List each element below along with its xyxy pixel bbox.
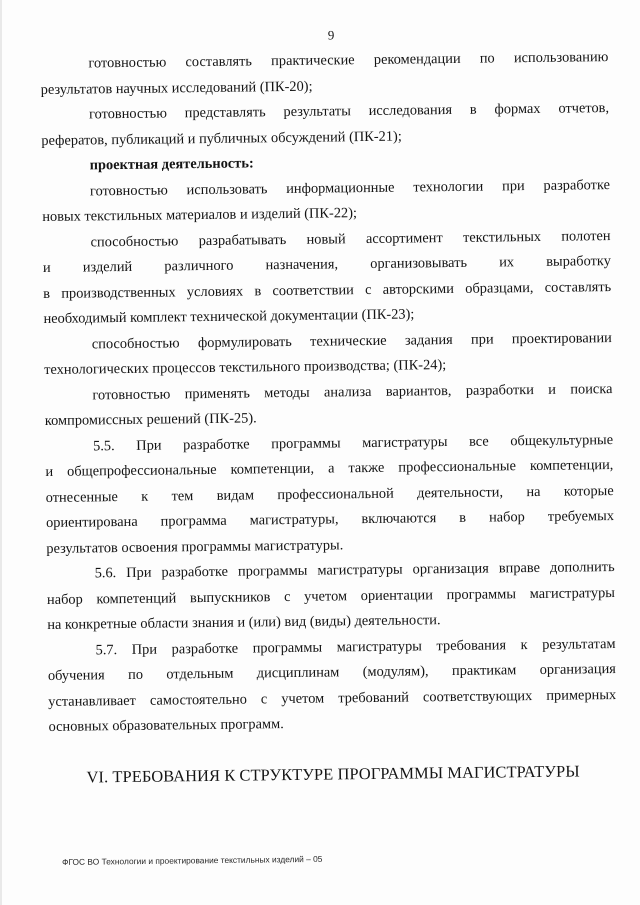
- text-line: новых текстильных материалов и изделий (ПК-22);: [42, 205, 358, 225]
- text-line: 5.6. При разработке программы магистратуры организация вправе дополнить: [94, 559, 615, 582]
- page-footer: ФГОС ВО Технологии и проектирование текстильных изделий – 05: [62, 853, 323, 867]
- text-line: набор компетенций выпускников с учетом ориентации программы магистратуры: [46, 584, 616, 608]
- paragraph-5-6: [46, 555, 615, 638]
- text-line: необходимый комплект технической документации (ПК-23);: [43, 306, 415, 327]
- paragraph-pk25: [44, 377, 613, 435]
- text-line: способностью разрабатывать новый ассортимент текстильных полотен: [90, 227, 611, 250]
- paragraph-pk20: [40, 45, 609, 103]
- text-line: 5.5. При разработке программы магистратуры все общекультурные: [92, 431, 614, 454]
- text-line: обучения по отдельным дисциплинам (модулям), практикам организация: [47, 661, 616, 684]
- text-line: на конкретные области знания и (или) вид (виды) деятельности.: [47, 612, 441, 633]
- text-line: компромиссных решений (ПК-25).: [44, 410, 257, 429]
- paragraph-pk23: [42, 224, 611, 333]
- text-line: основных образовательных программ.: [48, 716, 284, 735]
- text-line: готовностью составлять практические рекомендации по использованию: [88, 49, 609, 72]
- text-line: 5.7. При разработке программы магистратуры требования к результатам: [95, 635, 616, 658]
- text-line: рефератов, публикаций и публичных обсуждений (ПК-21);: [41, 128, 402, 149]
- text-line: готовностью представлять результаты исследования в формах отчетов,: [88, 100, 610, 123]
- section-title: VI. ТРЕБОВАНИЯ К СТРУКТУРЕ ПРОГРАММЫ МАГИСТРАТУРЫ: [86, 760, 580, 786]
- text-line: и общепрофессиональные компетенции, а также профессиональные компетенции,: [45, 457, 614, 480]
- text-line: в производственных условиях в соответствии с авторскими образцами, составлять: [43, 278, 612, 302]
- paragraph-pk21: [41, 96, 610, 154]
- heading-text: проектная деятельность:: [89, 155, 254, 174]
- page-number: 9: [327, 27, 335, 43]
- text-line: ориентирована программа магистратуры, включаются в набор требуемых: [45, 508, 615, 531]
- text-line: отнесенные к тем видам профессиональной деятельности, на которые: [45, 482, 614, 506]
- paragraph-5-5: [45, 428, 615, 562]
- text-line: готовностью применять методы анализа вариантов, разработки и поиска: [92, 380, 613, 403]
- text-line: и изделий различного назначения, организовывать их выработку: [42, 253, 611, 276]
- text-line: способностью формулировать технические задания при проектировании: [91, 329, 612, 352]
- text-line: технологических процессов текстильного производства; (ПК-24);: [44, 357, 447, 378]
- text-line: результатов научных исследований (ПК-20);: [40, 78, 313, 98]
- text-line: устанавливает самостоятельно с учетом требований соответствующих примерных: [48, 686, 617, 710]
- text-line: готовностью использовать информационные технологии при разработке: [89, 176, 611, 199]
- scan-edge: [0, 0, 2, 905]
- text-line: результатов освоения программы магистратуры.: [46, 536, 344, 557]
- paragraph-pk22: [42, 173, 611, 231]
- page-text: [40, 23, 617, 790]
- paragraph-5-7: [47, 632, 616, 741]
- paragraph-pk24: [44, 326, 613, 384]
